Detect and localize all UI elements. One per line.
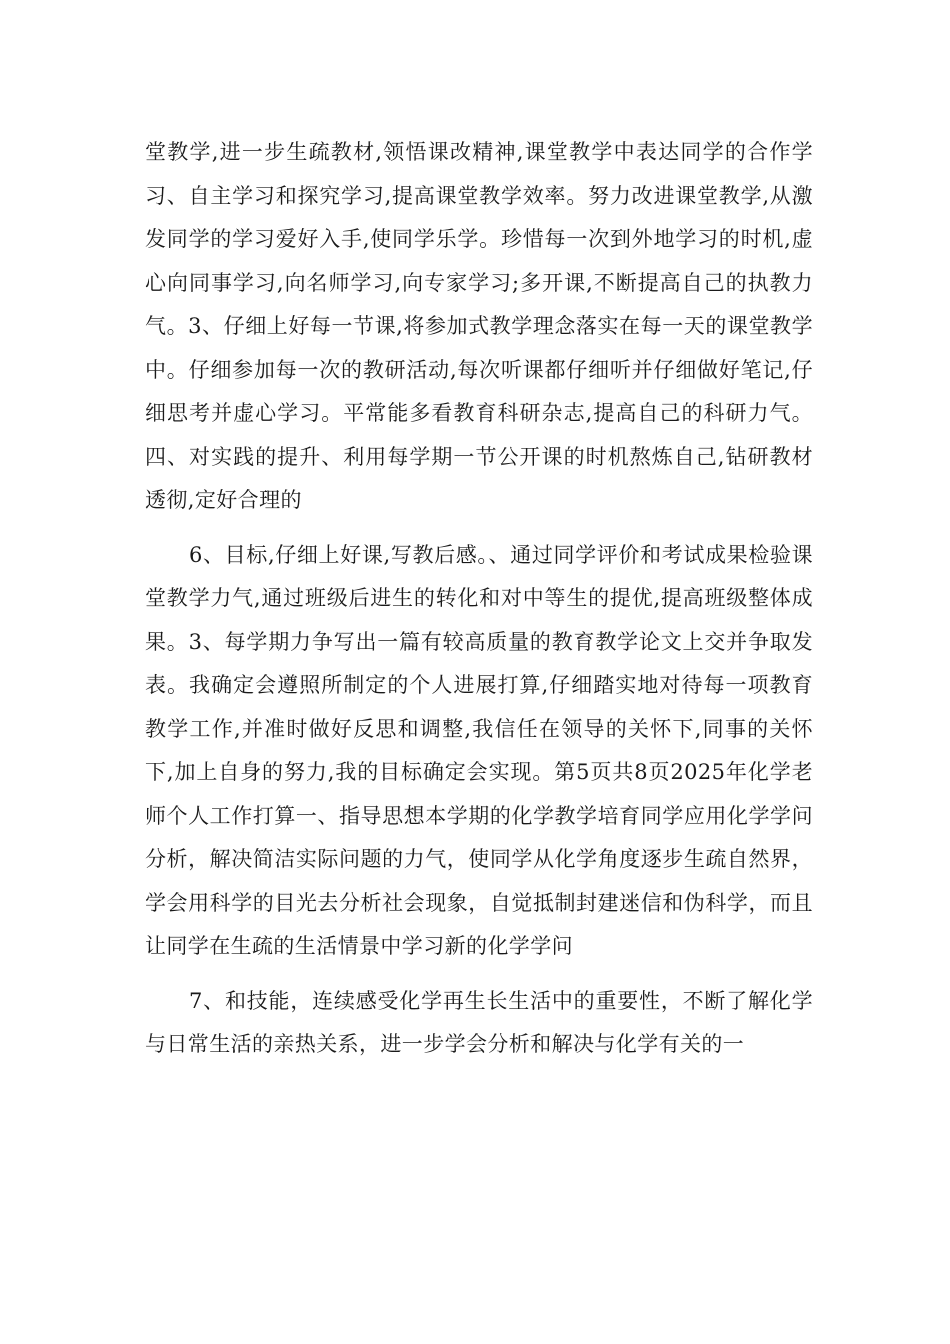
paragraph-1: 堂教学,进一步生疏教材,领悟课改精神,课堂教学中表达同学的合作学习、自主学习和探究学习,提高课堂教学效率。努力改进课堂教学,从激发同学的学习爱好入手,使同学乐学。珍惜每一次到外地学习的时机,虚心向同事学习,向名师学习,向专家学习;多开课,不断提高自己的执教力气。3、仔细上好每一节课,将参加式教学理念落实在每一天的课堂教学中。仔细参加每一次的教研活动,每次听课都仔细听并仔细做好笔记,仔细思考并虚心学习。平常能多看教育科研杂志,提高自己的科研力气。四、对实践的提升、利用每学期一节公开课的时机熬炼自己,钻研教材透彻,定好合理的 — [145, 140, 813, 512]
paragraph-2: 6、目标,仔细上好课,写教后感。、通过同学评价和考试成果检验课堂教学力气,通过班级后进生的转化和对中等生的提优,提高班级整体成果。3、每学期力争写出一篇有较高质量的教育教学论文上交并争取发表。我确定会遵照所制定的个人进展打算,仔细踏实地对待每一项教育教学工作,并准时做好反思和调整,我信任在领导的关怀下,同事的关怀下,加上自身的努力,我的目标确定会实现。第5页共8页2025年化学老师个人工作打算一、指导思想本学期的化学教学培育同学应用化学学问分析，解决简洁实际问题的力气，使同学从化学角度逐步生疏自然界，学会用科学的目光去分析社会现象，自觉抵制封建迷信和伪科学，而且让同学在生疏的生活情景中学习新的化学学问 — [145, 542, 813, 958]
paragraph-3: 7、和技能，连续感受化学再生长生活中的重要性，不断了解化学与日常生活的亲热关系，进一步学会分析和解决与化学有关的一 — [145, 988, 813, 1056]
document-body — [145, 131, 813, 1078]
